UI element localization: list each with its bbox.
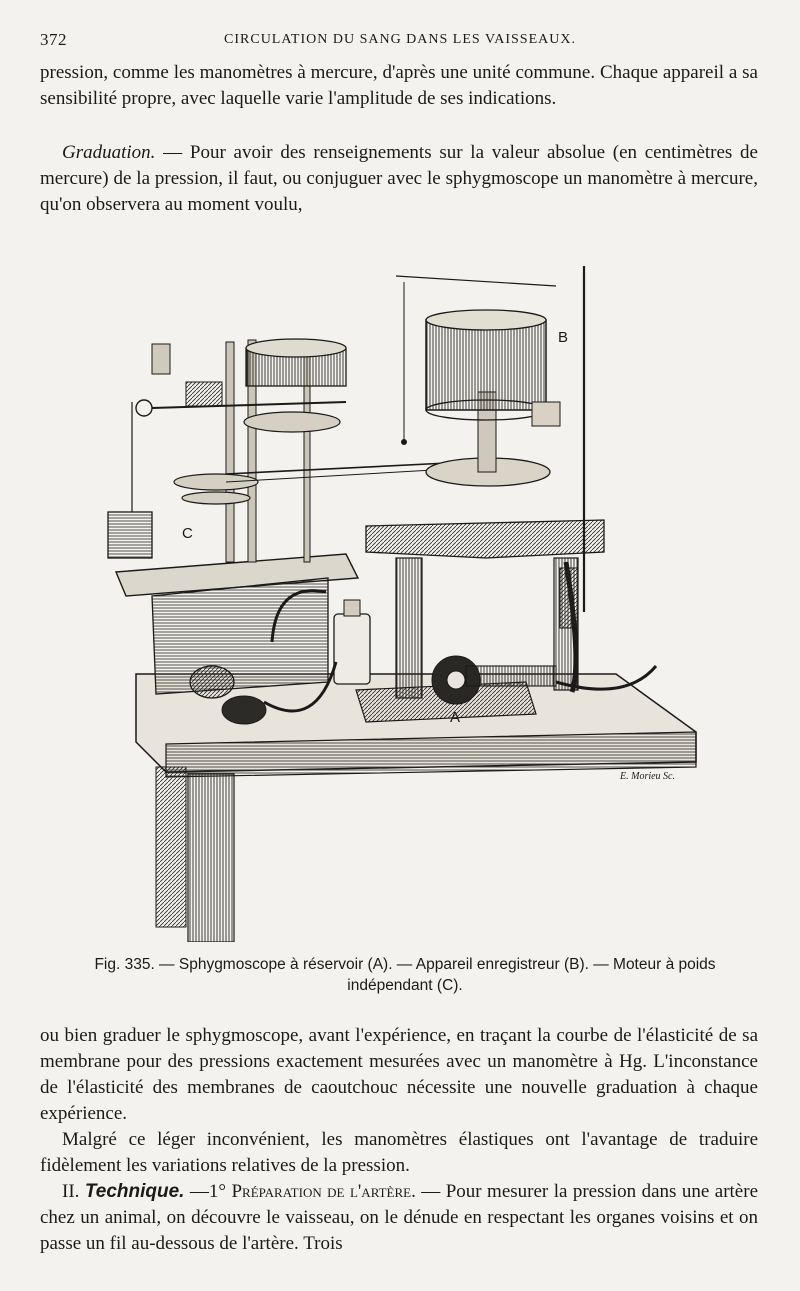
section-number: II. (62, 1181, 85, 1202)
paragraph-4: Malgré ce léger inconvénient, les manomètres élastiques ont l'avantage de traduire fidèlement les variations relatives de la pression. (40, 1129, 758, 1176)
paragraph-2-text: — Pour avoir des renseignements sur la valeur absolue (en centimètres de mercure) de la pression, il faut, ou conjuguer avec le sphygmoscope un manomètre à mercure, qu'on observera au moment voulu, (40, 142, 758, 215)
subsection-heading: Préparation de l'artère. (231, 1181, 416, 1202)
section-heading-graduation: Graduation. (62, 142, 156, 163)
paragraph-1: pression, comme les manomètres à mercure, d'après une unité commune. Chaque appareil a sa sensibilité propre, avec laquelle varie l'amplitude de ses indications. (40, 62, 758, 109)
figure-label-a: A (450, 709, 461, 726)
sphygmoscope-apparatus-illustration (96, 262, 710, 942)
recorder-platform (366, 520, 604, 558)
glass-bottle (334, 614, 370, 684)
paragraph-3: ou bien graduer le sphygmoscope, avant l'expérience, en traçant la courbe de l'élasticité de sa membrane pour des pressions exactement mesurées avec un manomètre à Hg. L'inconstance de l'élasticité des membranes de caoutchouc nécessite une nouvelle graduation à chaque expérience. (40, 1025, 758, 1124)
figure-label-b: B (558, 329, 569, 346)
table-leg-back (156, 767, 186, 927)
rubber-bulb-dark (222, 696, 266, 724)
motor-base-block (152, 578, 328, 694)
engraver-signature: E. Morieu Sc. (620, 771, 675, 782)
paragraph-5-text: — Pour mesurer la pression dans une artère chez un animal, on découvre le vaisseau, on le dénude en respectant les organes voisins et on passe un fil au-dessous de l'artère. Trois (40, 1181, 759, 1254)
paragraph-2 (40, 140, 758, 218)
rubber-bulb (190, 666, 234, 698)
figure-caption-line-2: indépendant (C). (347, 977, 463, 994)
motor-weight (108, 512, 152, 558)
figure-caption (60, 954, 750, 996)
figure-label-c: C (182, 525, 193, 542)
figure-caption-line-1: Fig. 335. — Sphygmoscope à réservoir (A). — Appareil enregistreur (B). — Moteur à poids (94, 956, 716, 973)
table-leg-left (188, 774, 234, 942)
paragraph-5-dash: —1° (184, 1181, 232, 1202)
section-heading-technique: Technique. (84, 1181, 185, 1202)
running-title: CIRCULATION DU SANG DANS LES VAISSEAUX. (224, 32, 576, 47)
recording-cylinder (426, 320, 546, 410)
paragraph-5 (40, 1179, 758, 1257)
page-number: 372 (40, 30, 67, 49)
figure-335-engraving (96, 262, 710, 942)
